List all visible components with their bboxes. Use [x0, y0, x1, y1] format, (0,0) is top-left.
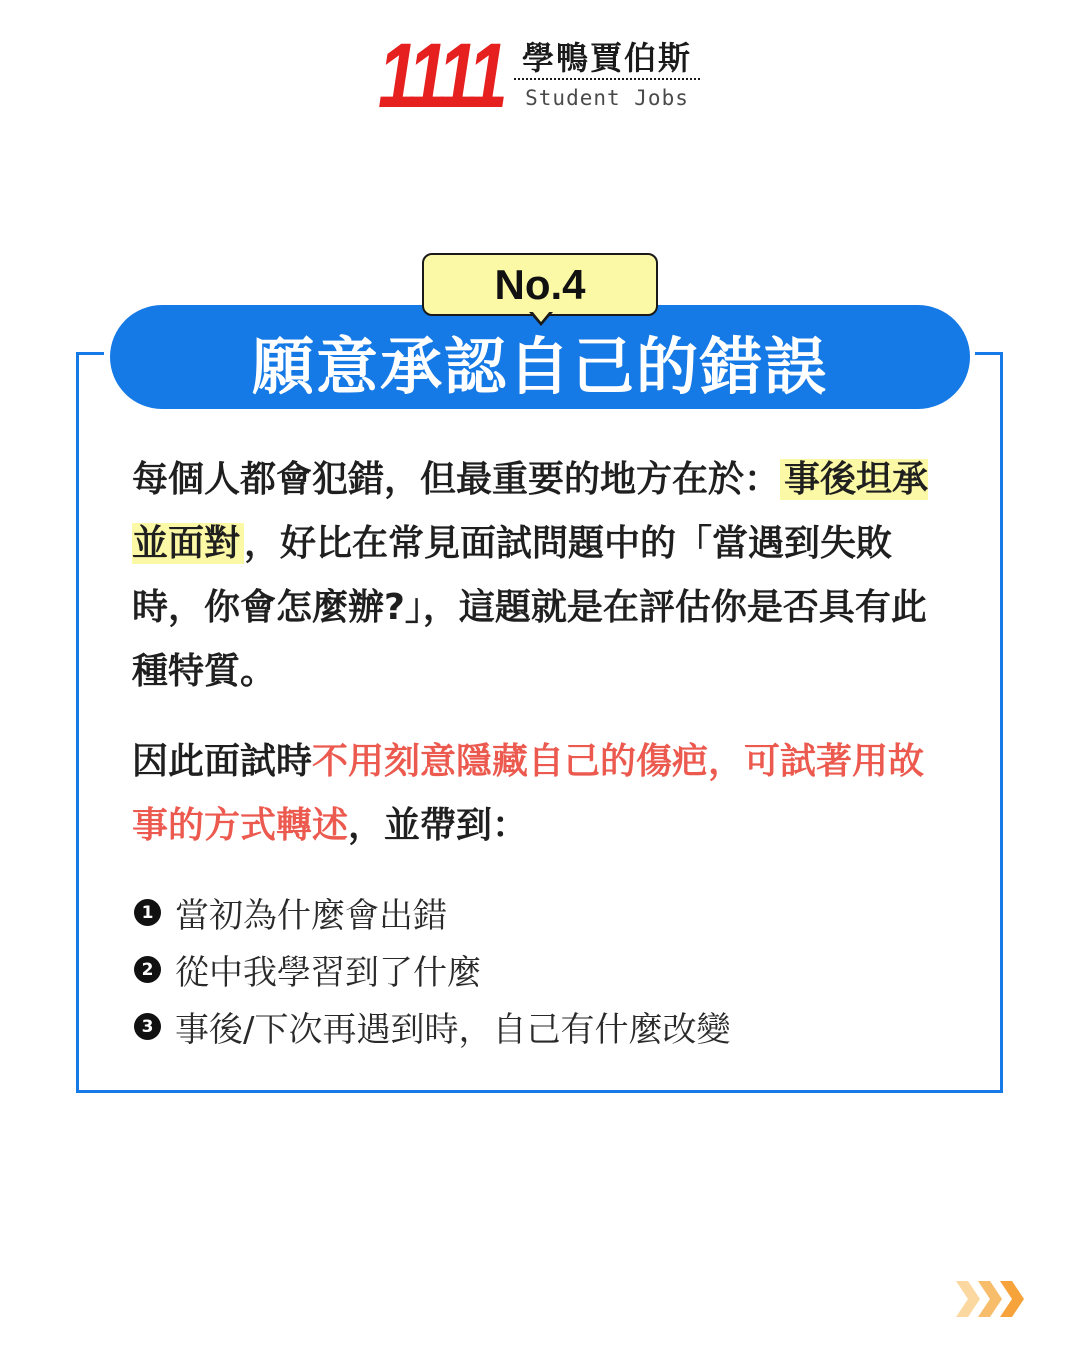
triple-chevron-right-icon[interactable]	[956, 1281, 1026, 1317]
paragraph-advice-text-rest: ，並帶到：	[348, 805, 529, 846]
list-item-text: 事後/下次再遇到時，自己有什麼改變	[175, 1010, 731, 1050]
highlight-text: 事後坦承並面對	[132, 459, 929, 564]
list-item-text: 從中我學習到了什麼	[175, 953, 481, 993]
numbered-list	[134, 884, 954, 1055]
list-item-text: 當初為什麼會出錯	[175, 896, 447, 936]
paragraph-intro-text-rest: ，好比在常見面試問題中的「當遇到失敗時，你會怎麼辦?」，這題就是在評估你是否具有此種特質。	[132, 523, 927, 692]
logo-divider	[514, 78, 700, 80]
number-tag	[422, 253, 658, 316]
number-tag-pointer-fill	[532, 311, 550, 322]
frame-top-left-edge	[76, 352, 104, 355]
number-2-icon: 2	[134, 956, 161, 983]
number-1-icon: 1	[134, 899, 161, 926]
page-title: 願意承認自己的錯誤	[251, 329, 828, 403]
logo-wordmark	[514, 38, 700, 110]
frame-top-right-edge	[975, 352, 1003, 355]
list-item	[134, 884, 954, 941]
paragraph-advice-text: 因此面試時	[132, 741, 313, 782]
logo-brand-english: Student Jobs	[525, 86, 689, 110]
number-tag-label: No.4	[494, 260, 586, 308]
list-item	[134, 941, 954, 998]
emphasis-text: 不用刻意隱藏自己的傷疤，可試著用故事的方式轉述	[132, 741, 925, 846]
list-item	[134, 998, 954, 1055]
paragraph-advice	[132, 730, 952, 858]
brand-logo	[378, 25, 700, 127]
logo-number: 1111	[378, 25, 503, 127]
paragraph-intro	[132, 448, 952, 704]
logo-brand-chinese: 學鴨賈伯斯	[521, 39, 692, 77]
paragraph-intro-text: 每個人都會犯錯，但最重要的地方在於：	[132, 459, 781, 500]
number-3-icon: 3	[134, 1013, 161, 1040]
